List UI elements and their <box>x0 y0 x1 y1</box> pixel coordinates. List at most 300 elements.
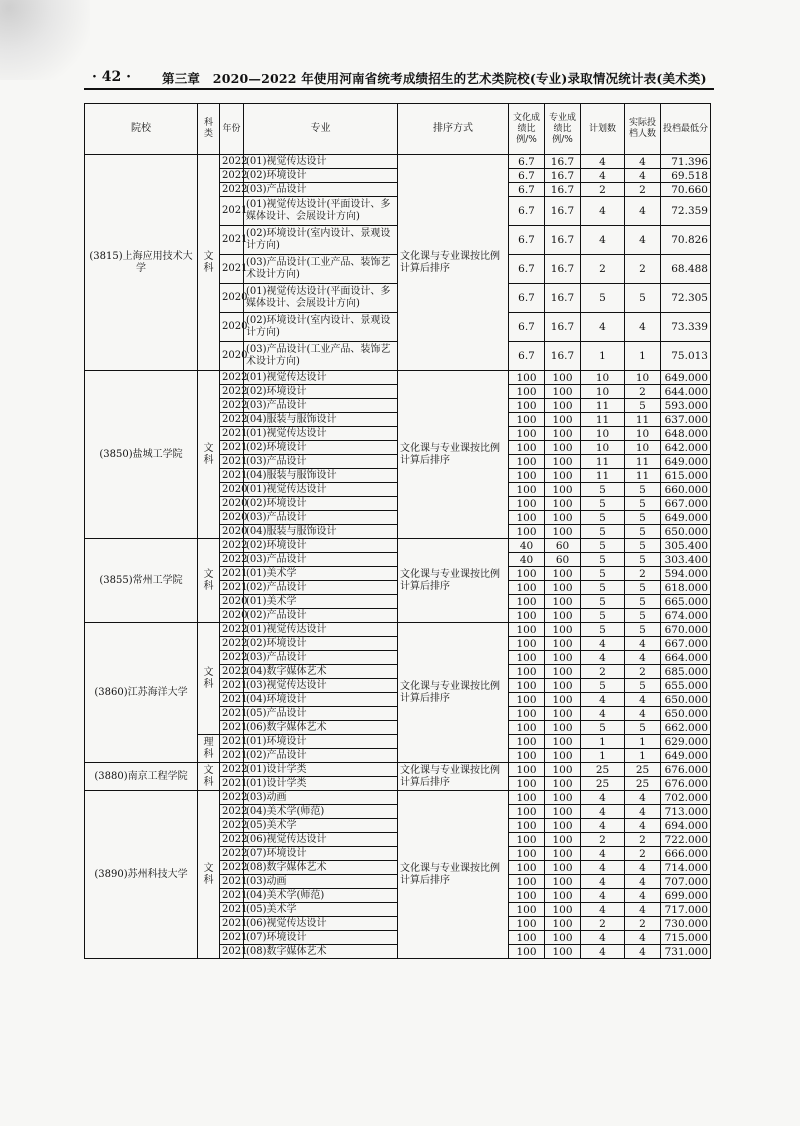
col-school: 院校 <box>85 104 198 155</box>
actual-cell: 4 <box>625 903 661 917</box>
actual-cell: 4 <box>625 197 661 226</box>
plan-cell: 4 <box>581 889 625 903</box>
zhuanye-cell: 100 <box>545 413 581 427</box>
zhuanye-cell: 100 <box>545 441 581 455</box>
plan-cell: 10 <box>581 385 625 399</box>
zhuanye-cell: 100 <box>545 903 581 917</box>
minscore-cell: 650.000 <box>661 525 711 539</box>
kelei-cell: 文科 <box>198 623 220 735</box>
year-cell: 2021 <box>220 945 244 959</box>
wenhua-cell: 40 <box>509 539 545 553</box>
wenhua-cell: 6.7 <box>509 197 545 226</box>
kelei-cell: 理科 <box>198 735 220 763</box>
wenhua-cell: 100 <box>509 861 545 875</box>
minscore-cell: 618.000 <box>661 581 711 595</box>
major-cell: (01)设计学类 <box>244 777 398 791</box>
kelei-cell: 文科 <box>198 371 220 539</box>
major-cell: (02)产品设计 <box>244 609 398 623</box>
zhuanye-cell: 100 <box>545 651 581 665</box>
wenhua-cell: 100 <box>509 679 545 693</box>
year-cell: 2022 <box>220 637 244 651</box>
wenhua-cell: 100 <box>509 413 545 427</box>
minscore-cell: 707.000 <box>661 875 711 889</box>
plan-cell: 4 <box>581 875 625 889</box>
year-cell: 2022 <box>220 819 244 833</box>
wenhua-cell: 6.7 <box>509 313 545 342</box>
major-cell: (04)服装与服饰设计 <box>244 525 398 539</box>
year-cell: 2021 <box>220 875 244 889</box>
zhuanye-cell: 100 <box>545 693 581 707</box>
actual-cell: 2 <box>625 847 661 861</box>
wenhua-cell: 100 <box>509 665 545 679</box>
major-cell: (02)产品设计 <box>244 749 398 763</box>
actual-cell: 5 <box>625 497 661 511</box>
zhuanye-cell: 100 <box>545 917 581 931</box>
minscore-cell: 305.400 <box>661 539 711 553</box>
plan-cell: 4 <box>581 637 625 651</box>
actual-cell: 4 <box>625 155 661 169</box>
year-cell: 2022 <box>220 539 244 553</box>
plan-cell: 5 <box>581 511 625 525</box>
minscore-cell: 68.488 <box>661 255 711 284</box>
year-cell: 2022 <box>220 665 244 679</box>
major-cell: (01)视觉传达设计(平面设计、多媒体设计、会展设计方向) <box>244 197 398 226</box>
major-cell: (07)环境设计 <box>244 931 398 945</box>
zhuanye-cell: 100 <box>545 707 581 721</box>
school-cell: (3855)常州工学院 <box>85 539 198 623</box>
actual-cell: 10 <box>625 441 661 455</box>
zhuanye-cell: 100 <box>545 609 581 623</box>
plan-cell: 1 <box>581 749 625 763</box>
wenhua-cell: 100 <box>509 595 545 609</box>
wenhua-cell: 100 <box>509 483 545 497</box>
year-cell: 2022 <box>220 385 244 399</box>
plan-cell: 4 <box>581 313 625 342</box>
major-cell: (04)美术学(师范) <box>244 889 398 903</box>
major-cell: (01)视觉传达设计 <box>244 483 398 497</box>
year-cell: 2022 <box>220 805 244 819</box>
school-cell: (3880)南京工程学院 <box>85 763 198 791</box>
major-cell: (01)视觉传达设计 <box>244 371 398 385</box>
year-cell: 2022 <box>220 847 244 861</box>
wenhua-cell: 6.7 <box>509 155 545 169</box>
actual-cell: 4 <box>625 889 661 903</box>
major-cell: (03)视觉传达设计 <box>244 679 398 693</box>
minscore-cell: 699.000 <box>661 889 711 903</box>
major-cell: (04)服装与服饰设计 <box>244 413 398 427</box>
year-cell: 2021 <box>220 931 244 945</box>
actual-cell: 4 <box>625 819 661 833</box>
wenhua-cell: 100 <box>509 903 545 917</box>
major-cell: (06)视觉传达设计 <box>244 917 398 931</box>
wenhua-cell: 100 <box>509 847 545 861</box>
wenhua-cell: 100 <box>509 763 545 777</box>
minscore-cell: 649.000 <box>661 511 711 525</box>
wenhua-cell: 100 <box>509 791 545 805</box>
actual-cell: 5 <box>625 679 661 693</box>
major-cell: (06)数字媒体艺术 <box>244 721 398 735</box>
minscore-cell: 615.000 <box>661 469 711 483</box>
year-cell: 2022 <box>220 553 244 567</box>
wenhua-cell: 100 <box>509 399 545 413</box>
major-cell: (03)动画 <box>244 791 398 805</box>
major-cell: (05)美术学 <box>244 903 398 917</box>
year-cell: 2021 <box>220 889 244 903</box>
actual-cell: 10 <box>625 427 661 441</box>
actual-cell: 5 <box>625 595 661 609</box>
plan-cell: 4 <box>581 819 625 833</box>
col-plan: 计划数 <box>581 104 625 155</box>
major-cell: (03)产品设计 <box>244 553 398 567</box>
year-cell: 2022 <box>220 861 244 875</box>
minscore-cell: 637.000 <box>661 413 711 427</box>
zhuanye-cell: 100 <box>545 455 581 469</box>
zhuanye-cell: 100 <box>545 777 581 791</box>
page-number: · 42 · <box>92 69 131 85</box>
zhuanye-cell: 16.7 <box>545 284 581 313</box>
wenhua-cell: 6.7 <box>509 183 545 197</box>
zhuanye-cell: 100 <box>545 763 581 777</box>
year-cell: 2021 <box>220 567 244 581</box>
zhuanye-cell: 100 <box>545 595 581 609</box>
wenhua-cell: 100 <box>509 819 545 833</box>
col-year: 年份 <box>220 104 244 155</box>
zhuanye-cell: 100 <box>545 399 581 413</box>
actual-cell: 5 <box>625 721 661 735</box>
year-cell: 2021 <box>220 469 244 483</box>
col-minscore: 投档最低分 <box>661 104 711 155</box>
zhuanye-cell: 100 <box>545 567 581 581</box>
actual-cell: 25 <box>625 763 661 777</box>
actual-cell: 2 <box>625 665 661 679</box>
zhuanye-cell: 100 <box>545 791 581 805</box>
plan-cell: 10 <box>581 371 625 385</box>
table-row <box>85 763 711 777</box>
year-cell: 2020 <box>220 511 244 525</box>
zhuanye-cell: 100 <box>545 427 581 441</box>
wenhua-cell: 6.7 <box>509 169 545 183</box>
zhuanye-cell: 100 <box>545 847 581 861</box>
major-cell: (03)产品设计(工业产品、装饰艺术设计方向) <box>244 255 398 284</box>
actual-cell: 5 <box>625 553 661 567</box>
actual-cell: 4 <box>625 169 661 183</box>
actual-cell: 4 <box>625 805 661 819</box>
major-cell: (01)视觉传达设计 <box>244 623 398 637</box>
kelei-cell: 文科 <box>198 763 220 791</box>
minscore-cell: 648.000 <box>661 427 711 441</box>
table-body <box>85 155 711 959</box>
col-major: 专业 <box>244 104 398 155</box>
actual-cell: 4 <box>625 945 661 959</box>
year-cell: 2021 <box>220 903 244 917</box>
actual-cell: 1 <box>625 342 661 371</box>
col-method: 排序方式 <box>398 104 509 155</box>
minscore-cell: 70.826 <box>661 226 711 255</box>
minscore-cell: 714.000 <box>661 861 711 875</box>
minscore-cell: 717.000 <box>661 903 711 917</box>
major-cell: (02)环境设计(室内设计、景观设计方向) <box>244 226 398 255</box>
plan-cell: 4 <box>581 903 625 917</box>
zhuanye-cell: 100 <box>545 721 581 735</box>
zhuanye-cell: 100 <box>545 819 581 833</box>
wenhua-cell: 100 <box>509 777 545 791</box>
zhuanye-cell: 100 <box>545 665 581 679</box>
major-cell: (01)视觉传达设计 <box>244 155 398 169</box>
minscore-cell: 660.000 <box>661 483 711 497</box>
minscore-cell: 593.000 <box>661 399 711 413</box>
plan-cell: 11 <box>581 399 625 413</box>
minscore-cell: 674.000 <box>661 609 711 623</box>
year-cell: 2022 <box>220 371 244 385</box>
zhuanye-cell: 100 <box>545 525 581 539</box>
plan-cell: 5 <box>581 567 625 581</box>
zhuanye-cell: 100 <box>545 861 581 875</box>
major-cell: (01)视觉传达设计(平面设计、多媒体设计、会展设计方向) <box>244 284 398 313</box>
year-cell: 2022 <box>220 651 244 665</box>
actual-cell: 4 <box>625 693 661 707</box>
wenhua-cell: 100 <box>509 609 545 623</box>
major-cell: (03)产品设计 <box>244 183 398 197</box>
plan-cell: 4 <box>581 791 625 805</box>
plan-cell: 4 <box>581 847 625 861</box>
method-cell: 文化课与专业课按比例计算后排序 <box>398 539 509 623</box>
wenhua-cell: 6.7 <box>509 255 545 284</box>
wenhua-cell: 100 <box>509 469 545 483</box>
zhuanye-cell: 100 <box>545 749 581 763</box>
zhuanye-cell: 100 <box>545 497 581 511</box>
year-cell: 2021 <box>220 707 244 721</box>
actual-cell: 11 <box>625 455 661 469</box>
table-row <box>85 539 711 553</box>
zhuanye-cell: 100 <box>545 945 581 959</box>
header-rule <box>84 88 714 90</box>
plan-cell: 4 <box>581 226 625 255</box>
year-cell: 2020 <box>220 483 244 497</box>
minscore-cell: 650.000 <box>661 693 711 707</box>
plan-cell: 5 <box>581 595 625 609</box>
major-cell: (03)产品设计 <box>244 399 398 413</box>
wenhua-cell: 6.7 <box>509 284 545 313</box>
plan-cell: 4 <box>581 693 625 707</box>
minscore-cell: 72.359 <box>661 197 711 226</box>
year-cell: 2021 <box>220 255 244 284</box>
minscore-cell: 649.000 <box>661 749 711 763</box>
year-cell: 2022 <box>220 169 244 183</box>
major-cell: (01)环境设计 <box>244 735 398 749</box>
actual-cell: 4 <box>625 861 661 875</box>
year-cell: 2020 <box>220 284 244 313</box>
minscore-cell: 667.000 <box>661 497 711 511</box>
year-cell: 2021 <box>220 455 244 469</box>
zhuanye-cell: 100 <box>545 385 581 399</box>
actual-cell: 4 <box>625 791 661 805</box>
actual-cell: 5 <box>625 399 661 413</box>
major-cell: (02)环境设计 <box>244 637 398 651</box>
year-cell: 2021 <box>220 749 244 763</box>
major-cell: (06)视觉传达设计 <box>244 833 398 847</box>
major-cell: (01)美术学 <box>244 567 398 581</box>
minscore-cell: 71.396 <box>661 155 711 169</box>
zhuanye-cell: 100 <box>545 833 581 847</box>
zhuanye-cell: 100 <box>545 637 581 651</box>
wenhua-cell: 100 <box>509 805 545 819</box>
year-cell: 2021 <box>220 427 244 441</box>
zhuanye-cell: 100 <box>545 931 581 945</box>
col-zhuanye: 专业成绩比例/% <box>545 104 581 155</box>
year-cell: 2022 <box>220 413 244 427</box>
major-cell: (02)环境设计 <box>244 385 398 399</box>
wenhua-cell: 100 <box>509 567 545 581</box>
year-cell: 2021 <box>220 693 244 707</box>
zhuanye-cell: 60 <box>545 539 581 553</box>
actual-cell: 5 <box>625 609 661 623</box>
minscore-cell: 644.000 <box>661 385 711 399</box>
zhuanye-cell: 100 <box>545 805 581 819</box>
minscore-cell: 629.000 <box>661 735 711 749</box>
wenhua-cell: 40 <box>509 553 545 567</box>
plan-cell: 11 <box>581 455 625 469</box>
plan-cell: 4 <box>581 945 625 959</box>
major-cell: (03)产品设计 <box>244 455 398 469</box>
plan-cell: 2 <box>581 255 625 284</box>
major-cell: (01)视觉传达设计 <box>244 427 398 441</box>
minscore-cell: 73.339 <box>661 313 711 342</box>
year-cell: 2022 <box>220 763 244 777</box>
actual-cell: 5 <box>625 483 661 497</box>
year-cell: 2022 <box>220 183 244 197</box>
year-cell: 2020 <box>220 342 244 371</box>
actual-cell: 25 <box>625 777 661 791</box>
wenhua-cell: 100 <box>509 441 545 455</box>
wenhua-cell: 6.7 <box>509 342 545 371</box>
actual-cell: 1 <box>625 749 661 763</box>
zhuanye-cell: 100 <box>545 483 581 497</box>
minscore-cell: 69.518 <box>661 169 711 183</box>
wenhua-cell: 100 <box>509 945 545 959</box>
actual-cell: 4 <box>625 707 661 721</box>
plan-cell: 2 <box>581 833 625 847</box>
major-cell: (07)环境设计 <box>244 847 398 861</box>
wenhua-cell: 100 <box>509 749 545 763</box>
major-cell: (05)产品设计 <box>244 707 398 721</box>
plan-cell: 2 <box>581 183 625 197</box>
plan-cell: 4 <box>581 155 625 169</box>
minscore-cell: 670.000 <box>661 623 711 637</box>
minscore-cell: 702.000 <box>661 791 711 805</box>
minscore-cell: 685.000 <box>661 665 711 679</box>
wenhua-cell: 100 <box>509 497 545 511</box>
actual-cell: 2 <box>625 385 661 399</box>
actual-cell: 2 <box>625 183 661 197</box>
col-actual: 实际投档人数 <box>625 104 661 155</box>
zhuanye-cell: 100 <box>545 469 581 483</box>
plan-cell: 5 <box>581 623 625 637</box>
major-cell: (02)环境设计(室内设计、景观设计方向) <box>244 313 398 342</box>
school-cell: (3850)盐城工学院 <box>85 371 198 539</box>
minscore-cell: 303.400 <box>661 553 711 567</box>
minscore-cell: 649.000 <box>661 455 711 469</box>
wenhua-cell: 100 <box>509 917 545 931</box>
zhuanye-cell: 100 <box>545 679 581 693</box>
year-cell: 2022 <box>220 791 244 805</box>
major-cell: (08)数字媒体艺术 <box>244 945 398 959</box>
minscore-cell: 715.000 <box>661 931 711 945</box>
wenhua-cell: 100 <box>509 875 545 889</box>
actual-cell: 2 <box>625 255 661 284</box>
zhuanye-cell: 16.7 <box>545 169 581 183</box>
actual-cell: 4 <box>625 651 661 665</box>
scan-shadow <box>0 0 90 80</box>
zhuanye-cell: 100 <box>545 735 581 749</box>
minscore-cell: 731.000 <box>661 945 711 959</box>
plan-cell: 4 <box>581 805 625 819</box>
major-cell: (02)产品设计 <box>244 581 398 595</box>
zhuanye-cell: 16.7 <box>545 226 581 255</box>
kelei-cell: 文科 <box>198 539 220 623</box>
wenhua-cell: 100 <box>509 525 545 539</box>
actual-cell: 11 <box>625 469 661 483</box>
actual-cell: 5 <box>625 623 661 637</box>
wenhua-cell: 100 <box>509 693 545 707</box>
plan-cell: 5 <box>581 483 625 497</box>
plan-cell: 11 <box>581 413 625 427</box>
wenhua-cell: 100 <box>509 931 545 945</box>
zhuanye-cell: 100 <box>545 889 581 903</box>
year-cell: 2020 <box>220 525 244 539</box>
col-kelei: 科类 <box>198 104 220 155</box>
plan-cell: 5 <box>581 581 625 595</box>
wenhua-cell: 100 <box>509 371 545 385</box>
major-cell: (03)动画 <box>244 875 398 889</box>
wenhua-cell: 100 <box>509 707 545 721</box>
actual-cell: 2 <box>625 567 661 581</box>
minscore-cell: 722.000 <box>661 833 711 847</box>
major-cell: (03)产品设计 <box>244 511 398 525</box>
year-cell: 2020 <box>220 609 244 623</box>
major-cell: (04)服装与服饰设计 <box>244 469 398 483</box>
wenhua-cell: 100 <box>509 721 545 735</box>
year-cell: 2021 <box>220 777 244 791</box>
wenhua-cell: 100 <box>509 889 545 903</box>
actual-cell: 4 <box>625 931 661 945</box>
chapter-title: 第三章 2020—2022 年使用河南省统考成绩招生的艺术类院校(专业)录取情况统计表(美术类) <box>162 71 707 86</box>
year-cell: 2021 <box>220 917 244 931</box>
plan-cell: 25 <box>581 777 625 791</box>
year-cell: 2020 <box>220 497 244 511</box>
plan-cell: 4 <box>581 861 625 875</box>
col-wenhua: 文化成绩比例/% <box>509 104 545 155</box>
year-cell: 2021 <box>220 721 244 735</box>
major-cell: (02)环境设计 <box>244 497 398 511</box>
minscore-cell: 70.660 <box>661 183 711 197</box>
kelei-cell: 文科 <box>198 791 220 959</box>
minscore-cell: 730.000 <box>661 917 711 931</box>
actual-cell: 1 <box>625 735 661 749</box>
zhuanye-cell: 100 <box>545 875 581 889</box>
plan-cell: 5 <box>581 497 625 511</box>
zhuanye-cell: 16.7 <box>545 342 581 371</box>
zhuanye-cell: 100 <box>545 371 581 385</box>
major-cell: (02)环境设计 <box>244 169 398 183</box>
minscore-cell: 667.000 <box>661 637 711 651</box>
plan-cell: 4 <box>581 931 625 945</box>
wenhua-cell: 100 <box>509 385 545 399</box>
minscore-cell: 655.000 <box>661 679 711 693</box>
plan-cell: 10 <box>581 441 625 455</box>
plan-cell: 1 <box>581 735 625 749</box>
school-cell: (3860)江苏海洋大学 <box>85 623 198 763</box>
year-cell: 2020 <box>220 595 244 609</box>
